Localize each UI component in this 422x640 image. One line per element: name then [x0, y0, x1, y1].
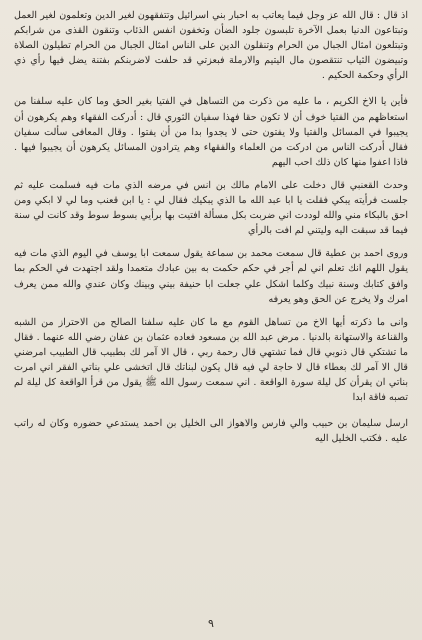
- page-number: ٩: [208, 617, 214, 630]
- paragraph-spacer: [14, 83, 408, 94]
- document-body: [14, 8, 408, 446]
- paragraph-fatwa-caution: فأين يا الاخ الكريم ، ما عليه من ذكرت من التساهل في الفتيا بغير الحق وما كان عليه سلفنا من استعاظهم من الفتيا خوف أن لا تكون حقا فهذا سفيان الثوري قال : أدركت الفقهاء وهم يكرهون أن يجيبوا في المسائل والفتيا ولا يفتون حتى لا يجدوا بدا من أن يفتوا . وقال المعافى سألت سفيان فقال أدركت الناس من ادركت من العلماء والفقهاء وهم يترادون المسائل يكرهون أن يجيبوا فيها . فاذا اعفوا منها كان ذلك احب اليهم: [14, 96, 408, 168]
- paragraph-spacer: [14, 307, 408, 315]
- paragraph-spacer: [14, 238, 408, 246]
- paragraph-ibn-masud-story: وانى ما ذكرته أيها الاخ من تساهل القوم مع ما كان عليه سلفنا الصالح من الاحتراز من الشبه والقناعة والاستهانة بالدنيا . مرض عبد الله بن مسعود فعاده عثمان بن عفان رضي الله عنهما . فقال ما تشتكي قال ذنوبي قال فما تشتهي قال رحمة ربي ، قال الا آمر لك بطبيب قال الطبيب امرضني قال الا آمر لك بعطاء قال لا حاجة لي فيه قال يكون لبناتك قال اتخشى علي بناتي الفقر اني امرت بناتي ان يقرأن كل ليلة سورة الواقعة . اني سمعت رسول الله ﷺ يقول من قرأ الواقعة كل ليلة لم تصبه فاقة ابدا: [14, 316, 408, 404]
- paragraph-malik-story: وحدث القعنبي قال دخلت على الامام مالك بن انس في مرضه الذي مات فيه فسلمت عليه ثم جلست فرأيته يبكي فقلت يا ابا عبد الله ما الذي يبكيك فقال لي : يا ابن قعنب وما لي لا ابكي ومن احق بالبكاء مني والله لوددت اني ضربت بكل مسألة افتيت بها برأيي بسوط سوط وقد كانت لي سنة فيما قد سبقت اليه وليتني لم افت بالرأي: [14, 179, 408, 237]
- paragraph-abu-yusuf-story: وروى احمد بن عطية قال سمعت محمد بن سماعة يقول سمعت ابا يوسف في اليوم الذي مات فيه يقول اللهم انك تعلم اني لم أجر في حكم حكمت به بين عبادك متعمدا ولقد اجتهدت في الحكم بما وافق كتابك وسنة نبيك وكلما اشكل علي جعلت ابا حنيفة بيني وبينك وكان عندي والله ممن يعرف امرك ولا يخرج عن الحق وهو يعرفه: [14, 248, 408, 305]
- paragraph-spacer: [14, 405, 408, 416]
- paragraph-khalil-story: ارسل سليمان بن حبيب والي فارس والاهواز الى الخليل بن احمد يستدعي حضوره وكان له راتب عليه . فكتب الخليل اليه: [14, 418, 408, 445]
- paragraph-hadith-qudsi: اذ قال : قال الله عز وجل فيما يعاتب به احبار بني اسرائيل وتتفقهون لغير الدين وتعلمون لغير العمل وتبتاعون الدنيا بعمل الآخرة تلبسون جلود الضأن وتخفون انفس الذئاب وتنقون القذى من شرابكم وتبتلعون امثال الجبال من الحرام وتنقلون الدين على الناس امثال الجبال من الحرام تطيلون الصلاة وتبيضون الثياب تنتقصون مال اليتيم والارملة فبعزتي قد حلفت لاضربنكم بفتنة يضل فيها رأي ذي الرأي وحكمة الحكيم .: [14, 10, 408, 82]
- paragraph-spacer: [14, 170, 408, 178]
